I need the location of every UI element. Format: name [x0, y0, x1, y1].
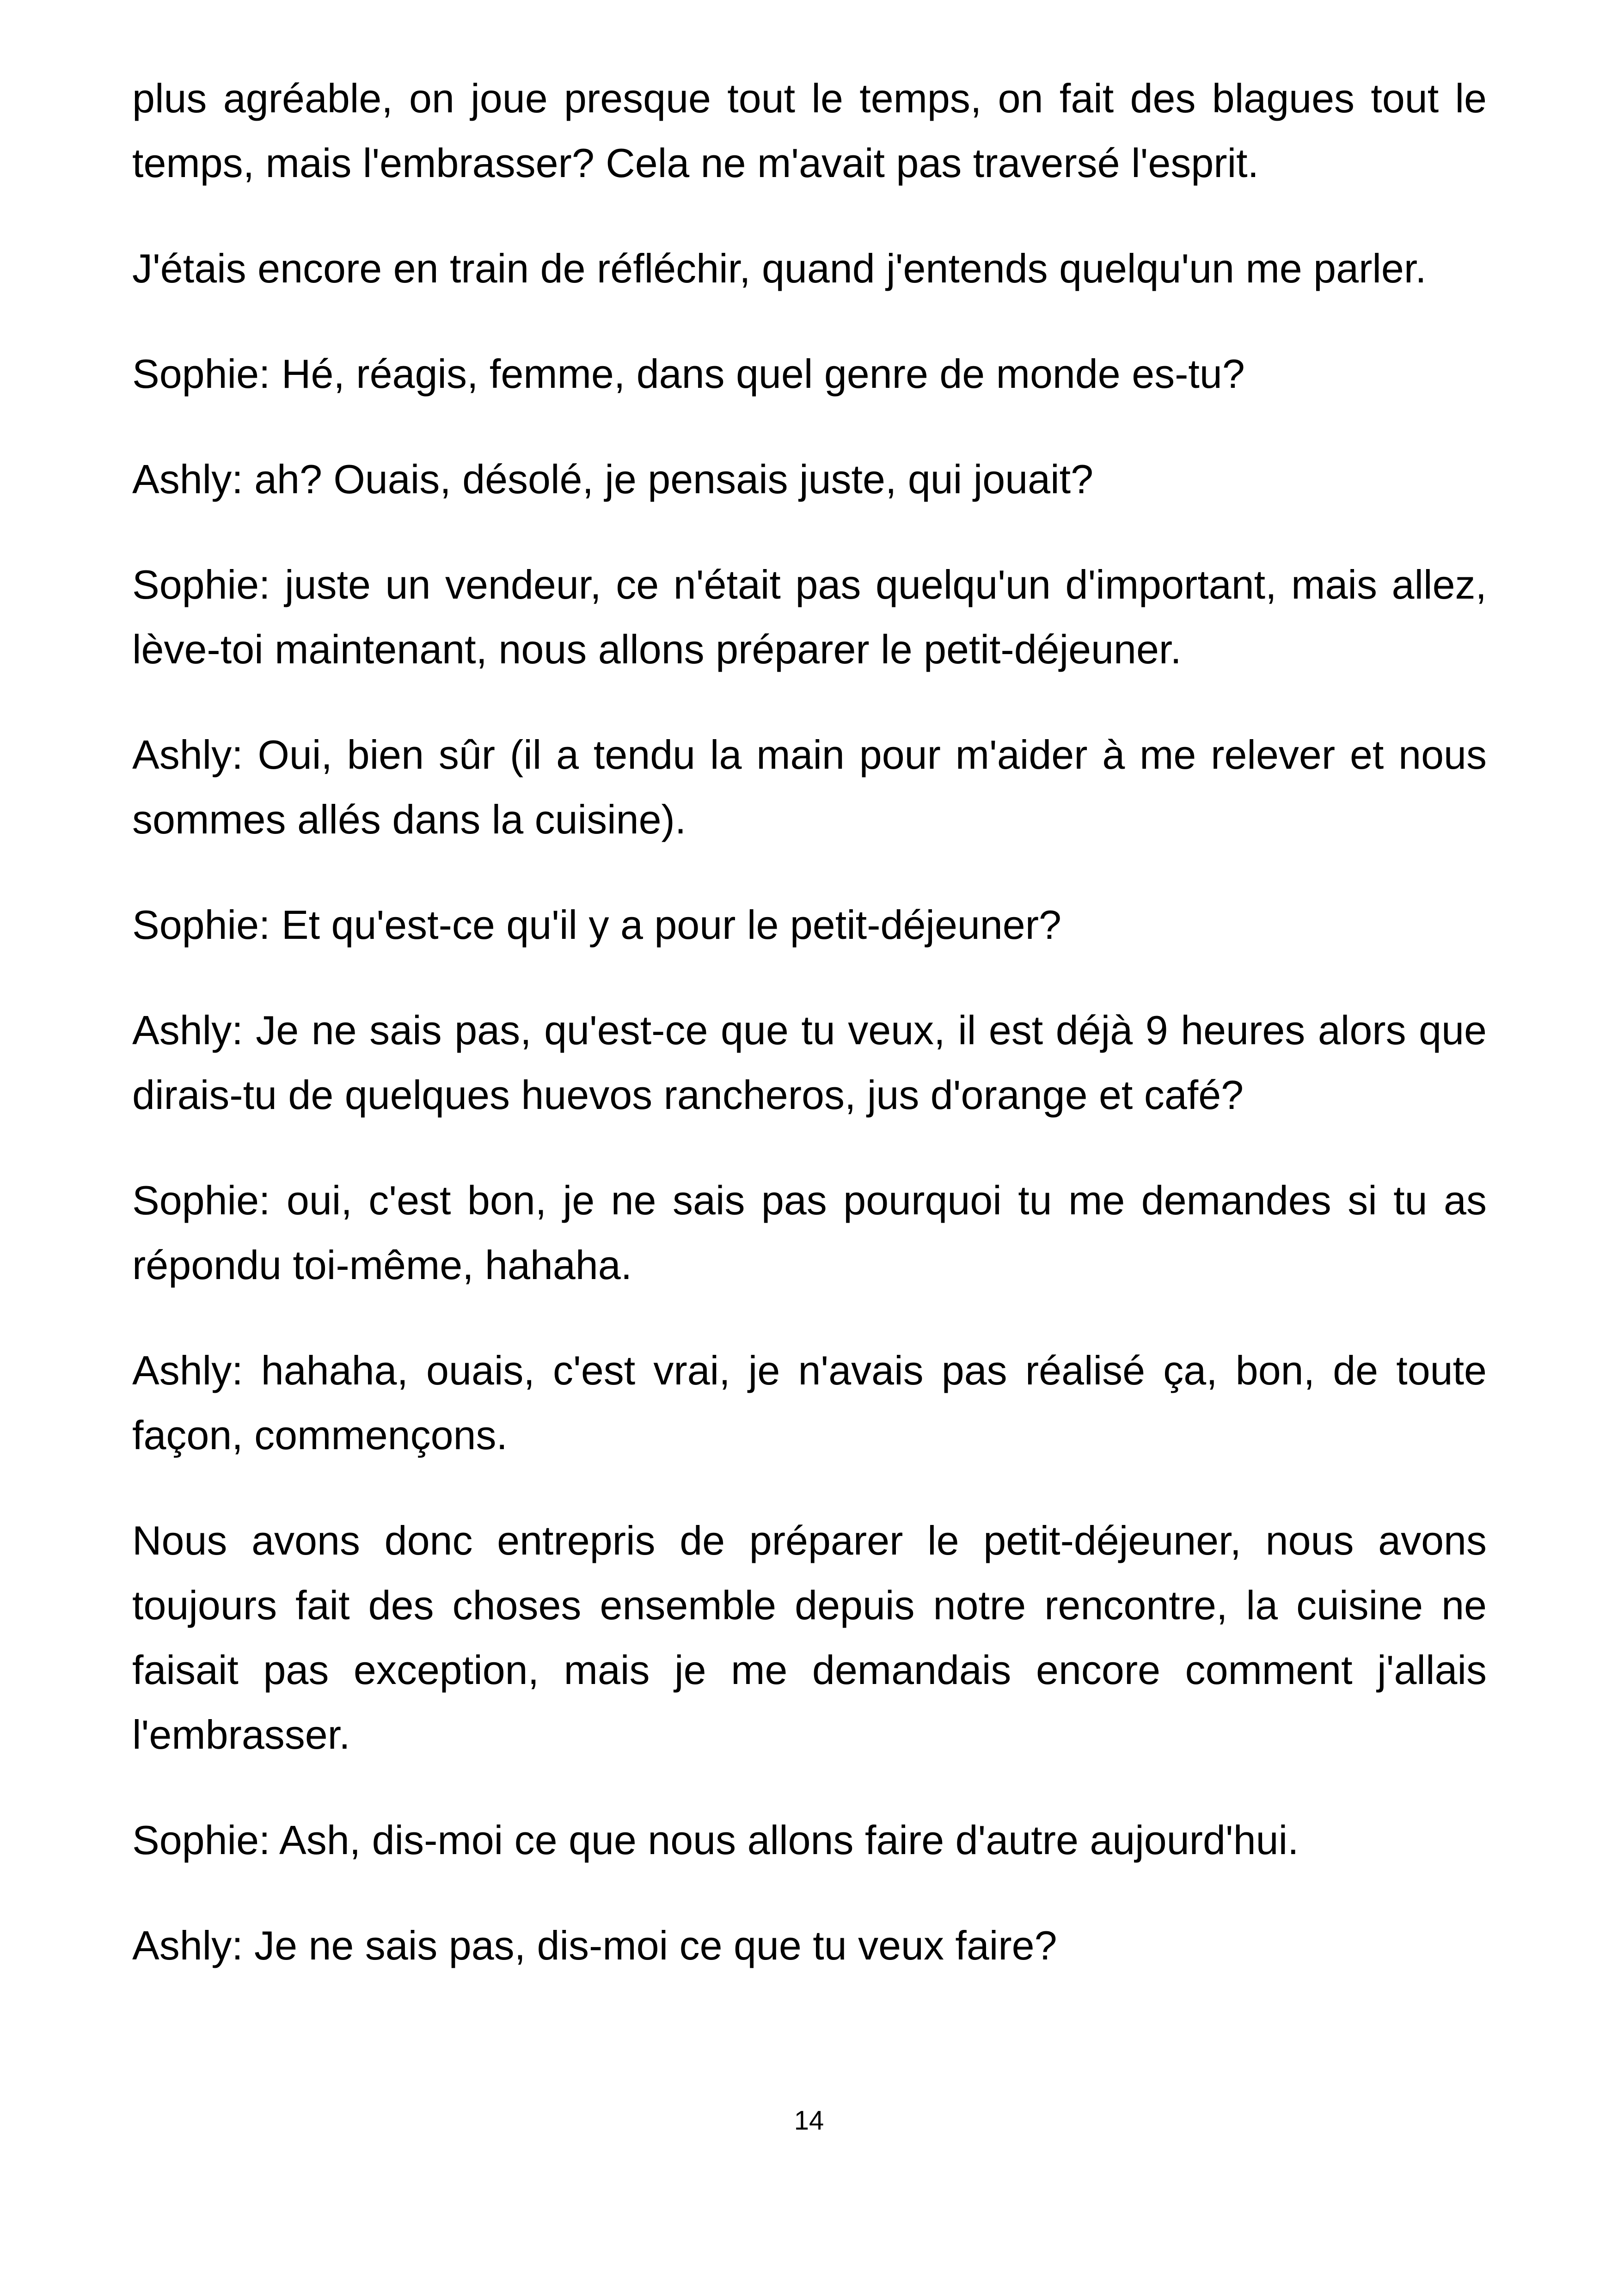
paragraph: Sophie: juste un vendeur, ce n'était pas quelqu'un d'important, mais allez, lève-toi maintenant, nous allons préparer le petit-déjeuner.: [132, 562, 1487, 672]
paragraph: Ashly: ah? Ouais, désolé, je pensais juste, qui jouait?: [132, 456, 1094, 502]
body-text: [132, 66, 1487, 2019]
paragraph: Sophie: Ash, dis-moi ce que nous allons faire d'autre aujourd'hui.: [132, 1817, 1299, 1863]
page-number: 14: [794, 2106, 824, 2136]
paragraph: Ashly: Je ne sais pas, qu'est-ce que tu veux, il est déjà 9 heures alors que dirais-tu de quelques huevos rancheros, jus d'orange et café?: [132, 1007, 1487, 1118]
paragraph: Sophie: Et qu'est-ce qu'il y a pour le petit-déjeuner?: [132, 902, 1061, 948]
paragraph: plus agréable, on joue presque tout le temps, on fait des blagues tout le temps, mais l'embrasser? Cela ne m'avait pas traversé l'esprit.: [132, 75, 1487, 186]
paragraph: Ashly: hahaha, ouais, c'est vrai, je n'avais pas réalisé ça, bon, de toute façon, commençons.: [132, 1347, 1487, 1458]
paragraph: Nous avons donc entrepris de préparer le petit-déjeuner, nous avons toujours fait des choses ensemble depuis notre rencontre, la cuisine ne faisait pas exception, mais je me demandais encore comment j'allais l'embrasser.: [132, 1518, 1487, 1757]
paragraph: Sophie: oui, c'est bon, je ne sais pas pourquoi tu me demandes si tu as répondu toi-même, hahaha.: [132, 1177, 1487, 1288]
paragraph: J'étais encore en train de réfléchir, quand j'entends quelqu'un me parler.: [132, 245, 1427, 291]
paragraph: Sophie: Hé, réagis, femme, dans quel genre de monde es-tu?: [132, 351, 1245, 397]
paragraph: Ashly: Oui, bien sûr (il a tendu la main pour m'aider à me relever et nous sommes allés dans la cuisine).: [132, 732, 1487, 842]
paragraph: Ashly: Je ne sais pas, dis-moi ce que tu veux faire?: [132, 1923, 1057, 1968]
